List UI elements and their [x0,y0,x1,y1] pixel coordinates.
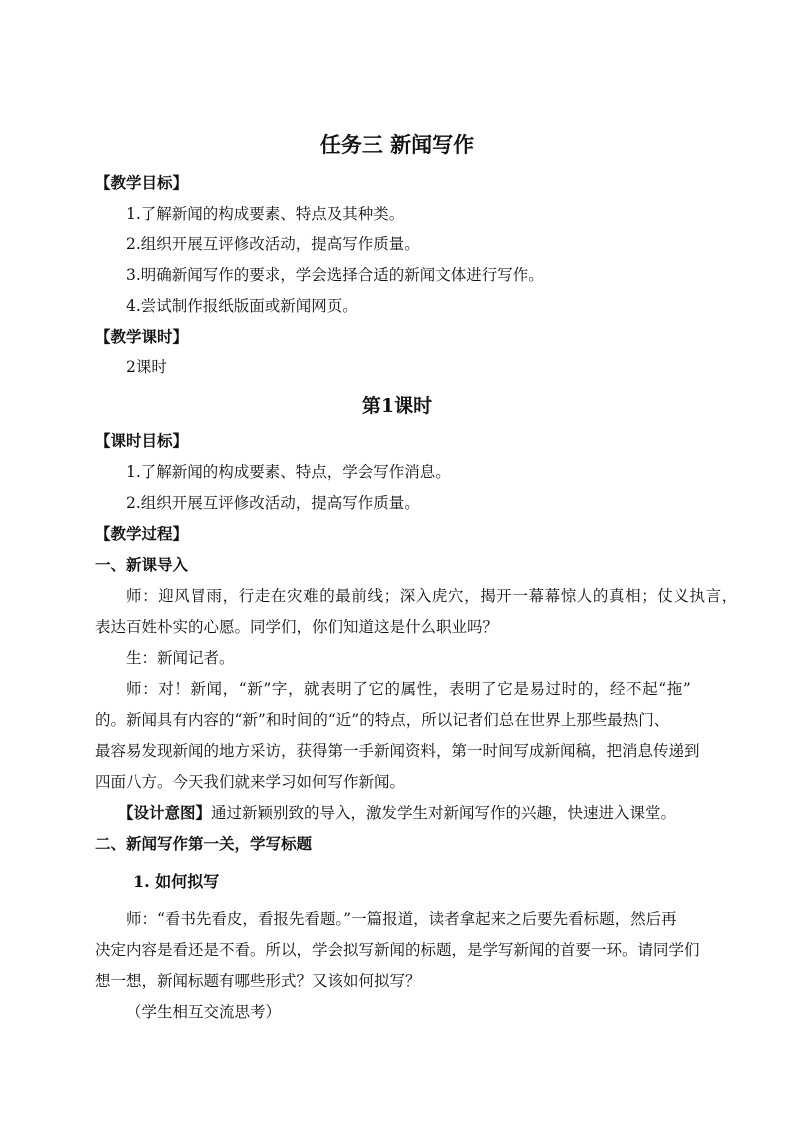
part1-paragraph3-line3: 最容易发现新闻的地方采访，获得第一手新闻资料，第一时间写成新闻稿，把消息传递到 [95,742,700,760]
process-heading: 【教学过程】 [95,524,189,543]
document-title: 任务三 新闻写作 [319,132,475,157]
lesson-objective-2: 2.组织开展互评修改活动，提高写作质量。 [126,494,420,512]
part1-paragraph3-line1: 师：对！新闻，“新”字，就表明了它的属性，表明了它是易过时的，经不起“拖” [126,680,692,698]
part2-note: （学生相互交流思考） [126,1003,282,1021]
lesson-objectives-heading: 【课时目标】 [95,431,189,450]
design-intent-text: 通过新颖别致的导入，激发学生对新闻写作的兴趣，快速进入课堂。 [211,804,677,822]
hours-value: 2课时 [126,358,167,376]
part2-paragraph1-line3: 想一想，新闻标题有哪些形式？又该如何拟写？ [95,972,421,990]
design-intent-label: 【设计意图】 [118,803,212,822]
part1-paragraph2: 生：新闻记者。 [126,649,235,667]
objective-item-1: 1.了解新闻的构成要素、特点及其种类。 [126,205,405,223]
part1-paragraph3-line2: 的。新闻具有内容的“新”和时间的“近”的特点，所以记者们总在世界上那些最热门、 [95,711,670,729]
objective-item-3: 3.明确新闻写作的要求，学会选择合适的新闻文体进行写作。 [126,266,544,284]
part1-heading: 一、新课导入 [95,555,189,574]
hours-heading: 【教学课时】 [95,327,189,346]
part2-heading: 二、新闻写作第一关，学写标题 [95,834,313,853]
part1-paragraph1-line2: 表达百姓朴实的心愿。同学们，你们知道这是什么职业吗？ [95,618,499,636]
part2-paragraph1-line1: 师：“看书先看皮，看报先看题。”一篇报道，读者拿起来之后要先看标题，然后再 [126,910,677,928]
objective-item-4: 4.尝试制作报纸版面或新闻网页。 [126,297,358,315]
part1-paragraph1-line1: 师：迎风冒雨，行走在灾难的最前线；深入虎穴，揭开一幕幕惊人的真相；仗义执言， [126,587,738,605]
objective-item-2: 2.组织开展互评修改活动，提高写作质量。 [126,235,420,253]
lesson-objective-1: 1.了解新闻的构成要素、特点，学会写作消息。 [126,463,451,481]
part2-subheading: 1. 如何拟写 [133,872,220,891]
part1-paragraph3-line4: 四面八方。今天我们就来学习如何写作新闻。 [95,773,406,791]
design-intent [118,803,676,823]
part2-paragraph1-line2: 决定内容是看还是不看。所以，学会拟写新闻的标题，是学写新闻的首要一环。请同学们 [95,941,700,959]
objectives-heading: 【教学目标】 [95,173,189,192]
lesson-title: 第1课时 [361,395,433,417]
